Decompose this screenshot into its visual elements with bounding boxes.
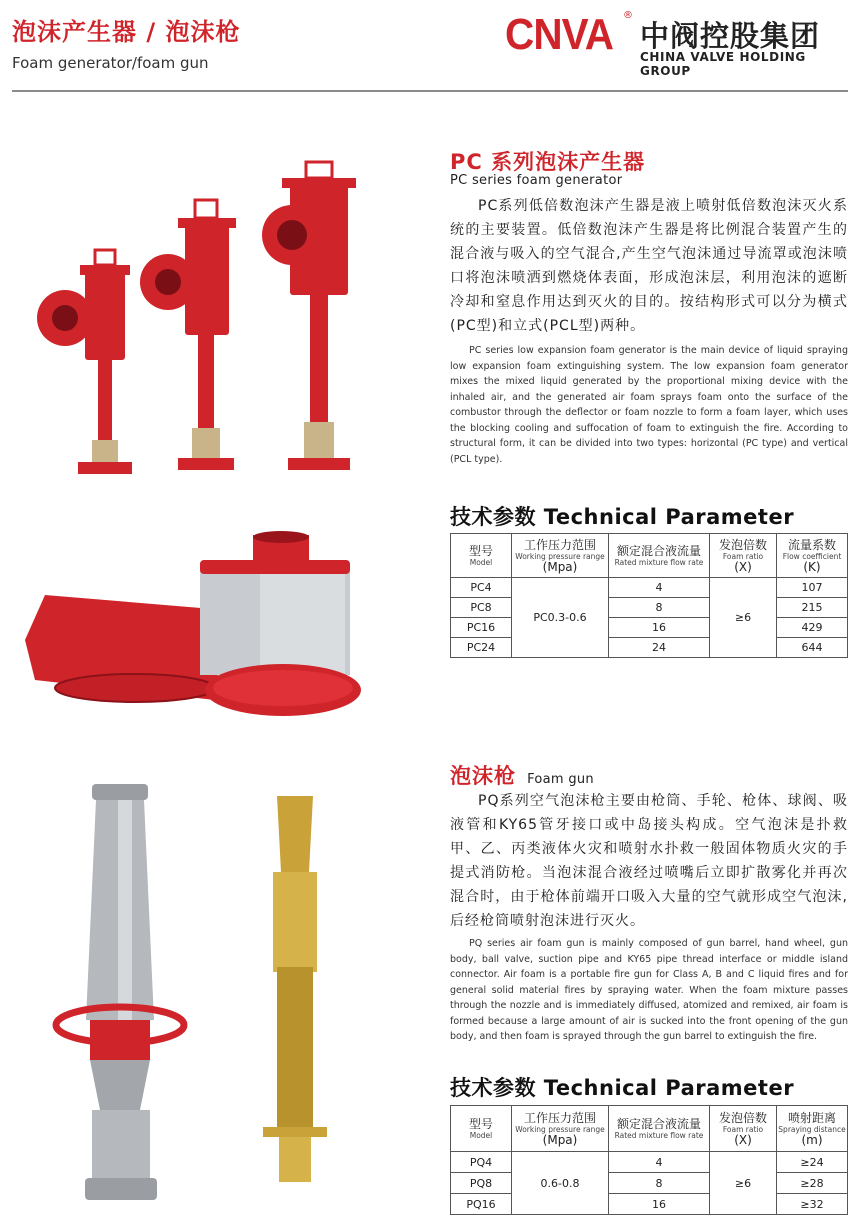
table-row	[451, 618, 848, 638]
pq-section-subtitle: Foam gun	[527, 772, 594, 787]
table-header: 工作压力范围 Working pressure range (Mpa)	[512, 1106, 609, 1152]
table-cell: PC0.3-0.6	[512, 578, 609, 658]
table-row	[451, 638, 848, 658]
table-cell: 644	[777, 638, 848, 658]
table-row	[451, 1152, 848, 1173]
pq-foam-gun-image	[50, 780, 210, 1210]
logo-registered-mark: ®	[623, 10, 633, 21]
table-header: 工作压力范围 Working pressure range (Mpa)	[512, 534, 609, 578]
table-row	[451, 598, 848, 618]
table-cell: PC4	[451, 578, 512, 598]
pc-description-cn: PC系列低倍数泡沫产生器是液上喷射低倍数泡沫灭火系统的主要装置。低倍数泡沫产生器是将比例混合装置产生的混合液与吸入的空气混合,产生空气泡沫通过导流罩或泡沫喷口将泡沫喷洒到燃烧体表面，形成泡沫层，利用泡沫的遮断冷却和窒息作用达到灭火的目的。按结构形式可以分为横式(PC型)和立式(PCL型)两种。	[450, 198, 848, 334]
table-row	[451, 1194, 848, 1215]
logo-chinese-name: 中阀控股集团	[640, 19, 821, 53]
table-cell: 107	[777, 578, 848, 598]
page-title: 泡沫产生器 / 泡沫枪	[12, 18, 241, 46]
table-cell: 4	[609, 578, 710, 598]
pc-section-subtitle: PC series foam generator	[450, 173, 623, 188]
table-row	[451, 578, 848, 598]
table-cell: 16	[609, 1194, 710, 1215]
table-header: 喷射距离 Spraying distance (m)	[777, 1106, 848, 1152]
table-cell: 0.6-0.8	[512, 1152, 609, 1215]
table-cell: 215	[777, 598, 848, 618]
table-row	[451, 1173, 848, 1194]
pc-section-title: PC 系列泡沫产生器	[450, 150, 646, 174]
pq-section-header	[450, 760, 594, 790]
table-header: 型号 Model	[451, 534, 512, 578]
table-cell: PQ16	[451, 1194, 512, 1215]
pq-parameter-table	[450, 1105, 848, 1215]
pc-generator-medium	[140, 200, 236, 470]
pc-horizontal-generator-image	[15, 530, 375, 730]
pq-description-en: PQ series air foam gun is mainly composed of gun barrel, hand wheel, gun body, ball valve, suction pipe and KY65 pipe thread interface or middle island connector. Air foam is a portable fire gun for Class A, B and C liquid fires and for general solid material fires by spraying water. When the foam mixture passes through the nozzle and is immediately diffused, atomized and remixed, air foam is formed because a large amount of air is sucked into the front opening of the gun body, and then foam is sprayed through the gun barrel to extinguish the fire.	[450, 938, 848, 1042]
table-cell: PC24	[451, 638, 512, 658]
pc-generator-small	[37, 250, 132, 474]
logo-english-name: CHINA VALVE HOLDING GROUP	[640, 50, 806, 78]
pq-table-heading: 技术参数 Technical Parameter	[450, 1076, 795, 1100]
table-cell: 16	[609, 618, 710, 638]
pq-section-title: 泡沫枪	[450, 764, 516, 788]
table-cell: 8	[609, 598, 710, 618]
pc-table-heading: 技术参数 Technical Parameter	[450, 505, 795, 529]
pc-generator-image	[20, 160, 400, 490]
table-cell: PQ4	[451, 1152, 512, 1173]
table-header: 流量系数 Flow coefficient (K)	[777, 534, 848, 578]
company-logo	[505, 8, 850, 78]
table-header: 型号 Model	[451, 1106, 512, 1152]
pq-brass-nozzle-image	[255, 792, 335, 1187]
table-header: 额定混合液流量 Rated mixture flow rate	[609, 534, 710, 578]
table-cell: ≥6	[710, 1152, 777, 1215]
table-cell: ≥6	[710, 578, 777, 658]
table-cell: ≥24	[777, 1152, 848, 1173]
table-cell: PC8	[451, 598, 512, 618]
table-cell: ≥28	[777, 1173, 848, 1194]
pc-parameter-table	[450, 533, 848, 658]
table-cell: 8	[609, 1173, 710, 1194]
table-header: 额定混合液流量 Rated mixture flow rate	[609, 1106, 710, 1152]
table-cell: PQ8	[451, 1173, 512, 1194]
table-cell: 429	[777, 618, 848, 638]
pq-description-cn: PQ系列空气泡沫枪主要由枪筒、手轮、枪体、球阀、吸液管和KY65管牙接口或中岛接头构成。空气泡沫是扑救甲、乙、丙类液体火灾和喷射水扑救一般固体物质火灾的手提式消防枪。当泡沫混合液经过喷嘴后立即扩散雾化并再次混合时，由于枪体前端开口吸入大量的空气就形成空气泡沫,后经枪筒喷射泡沫进行灭火。	[450, 793, 848, 929]
table-header: 发泡倍数 Foam ratio (X)	[710, 1106, 777, 1152]
pc-generator-large	[262, 162, 356, 470]
table-cell: 24	[609, 638, 710, 658]
table-header: 发泡倍数 Foam ratio (X)	[710, 534, 777, 578]
pc-description-en: PC series low expansion foam generator is the main device of liquid spraying low expansion foam extinguishing system. The low expansion foam generator mixes the mixed liquid generated by the proportional mixing device with the inhaled air, and the generated air foam sprays foam onto the surface of the combustor through the deflector or foam nozzle to form a foam layer, which uses the blocking cooling and suffocation of foam to extinguish the fire. According to structural form, it can be divided into two types: horizontal (PC type) and vertical (PCL type).	[450, 345, 848, 465]
table-cell: PC16	[451, 618, 512, 638]
page-subtitle: Foam generator/foam gun	[12, 54, 209, 72]
table-cell: ≥32	[777, 1194, 848, 1215]
table-cell: 4	[609, 1152, 710, 1173]
header-divider	[12, 90, 848, 92]
logo-brand: CNVA	[505, 10, 614, 59]
